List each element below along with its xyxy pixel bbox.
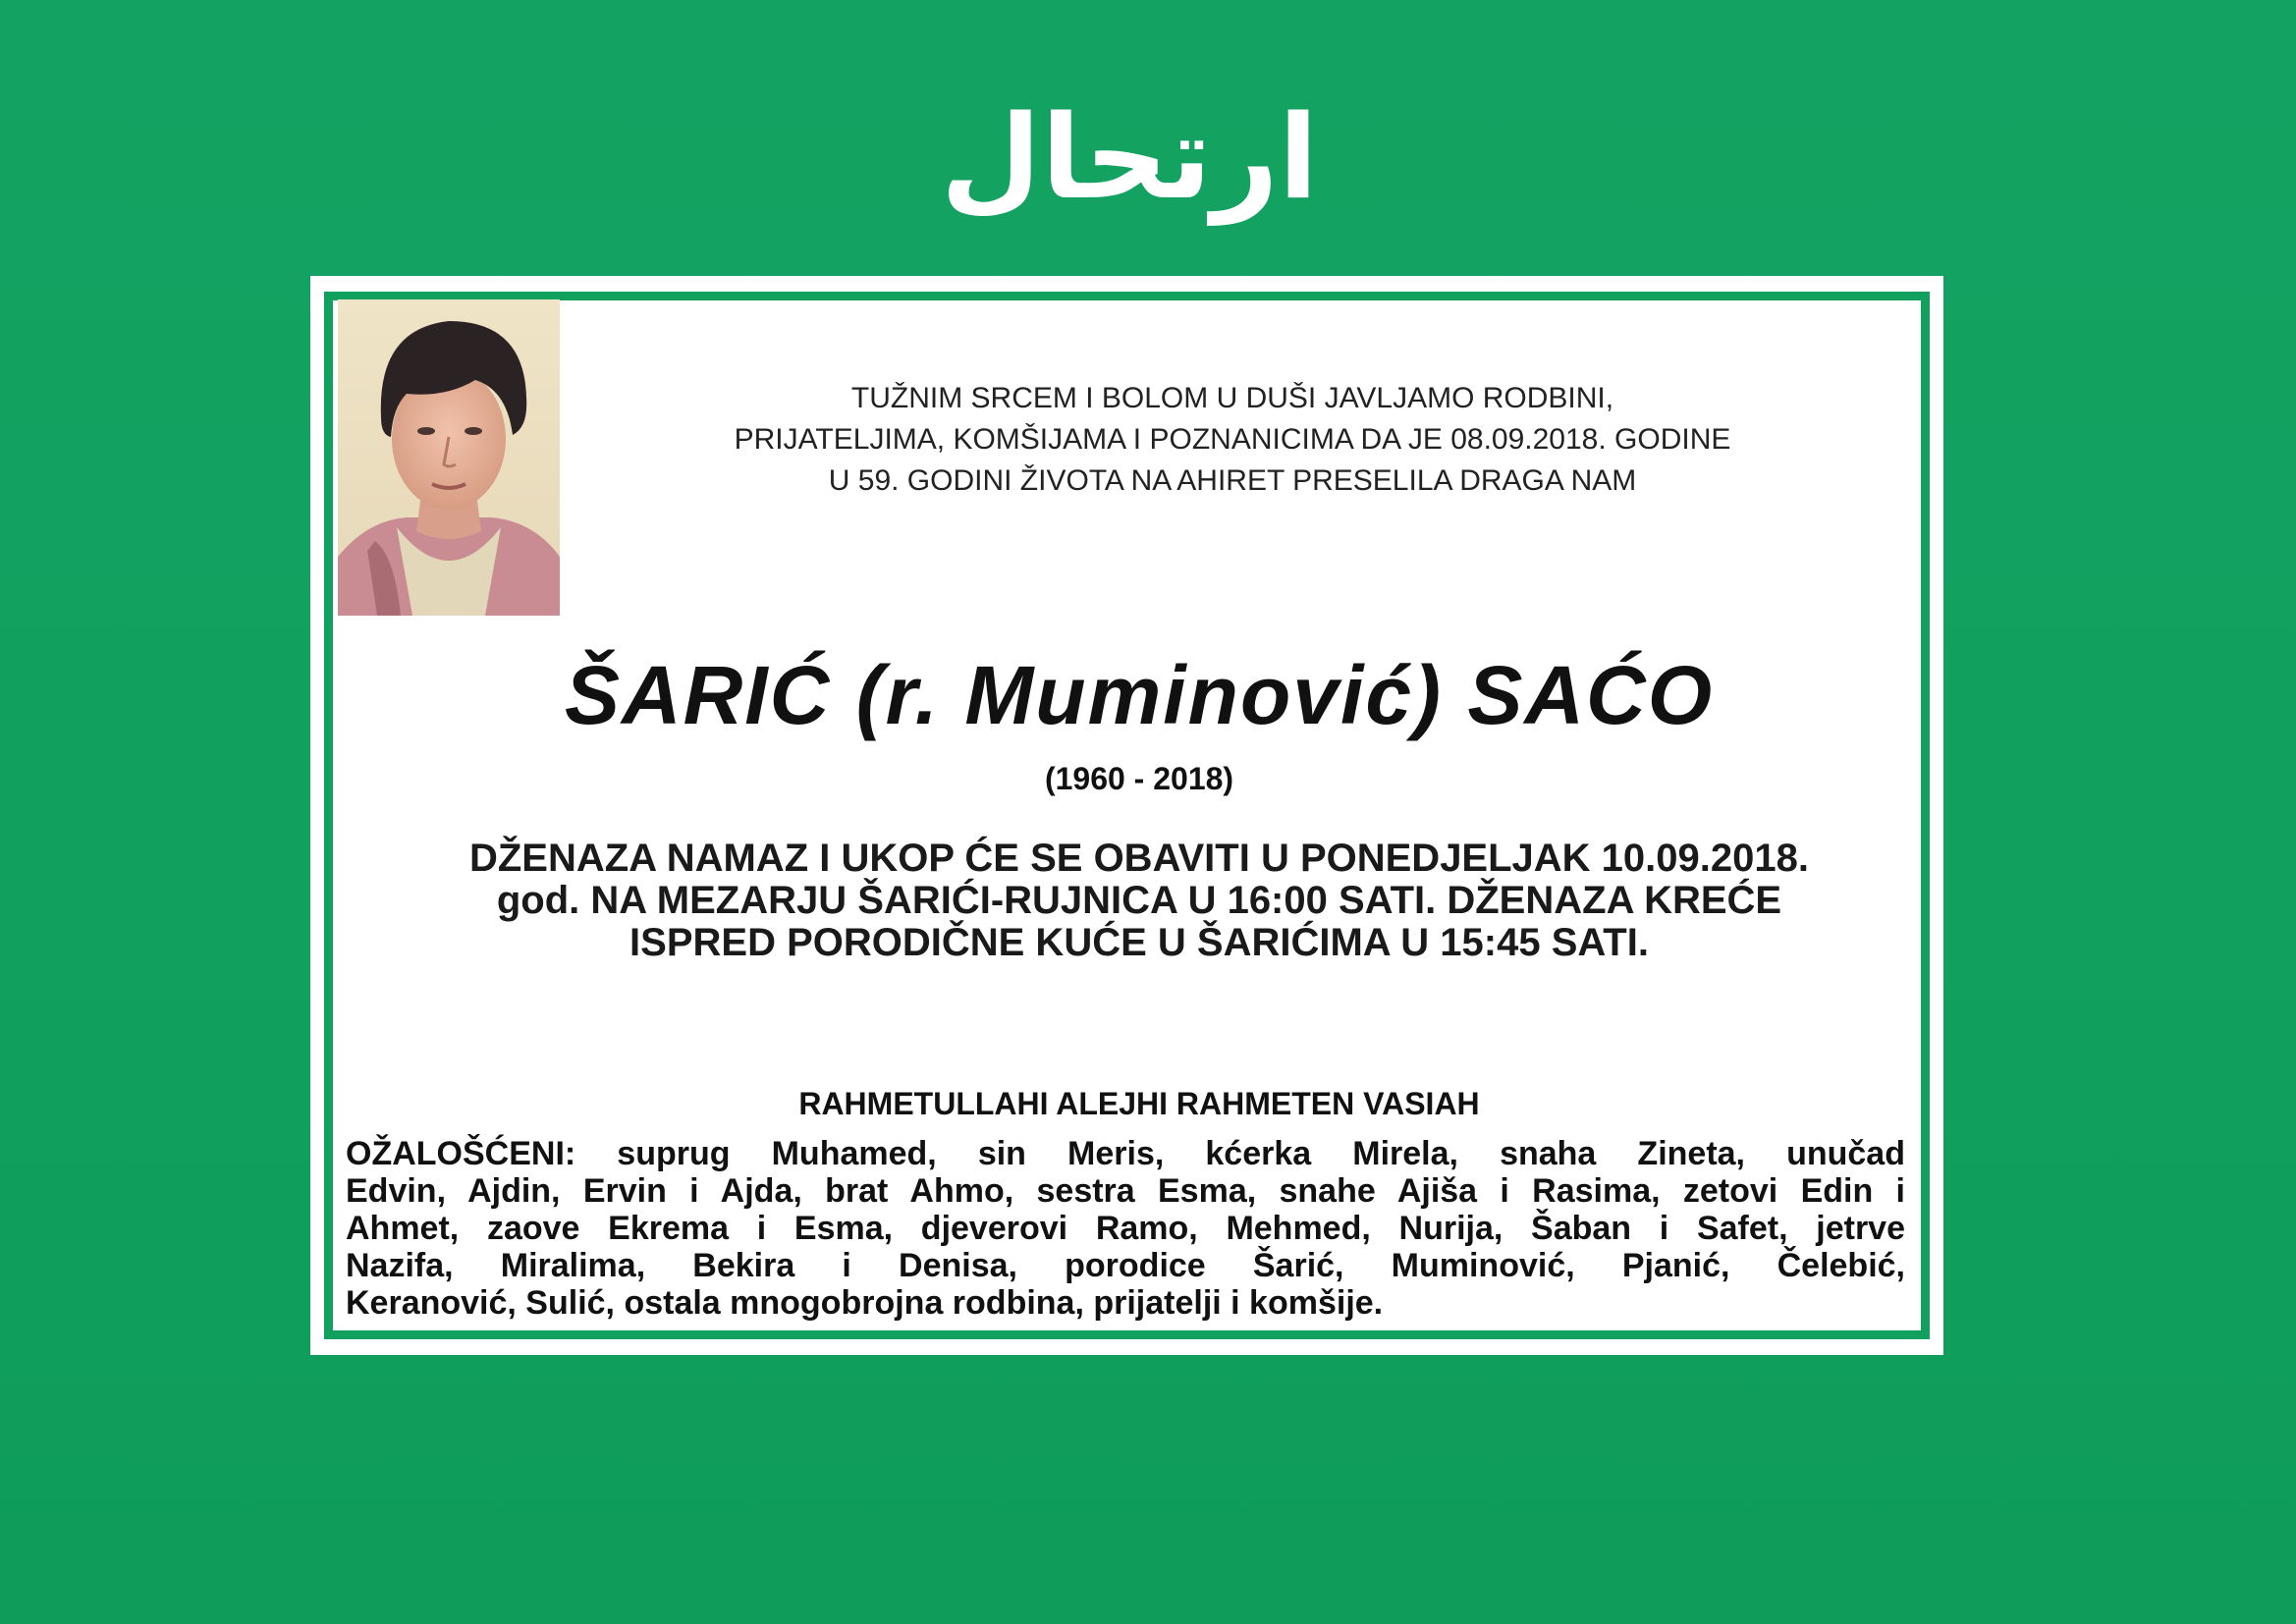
announcement-line: PRIJATELJIMA, KOMŠIJAMA I POZNANICIMA DA JE 08.09.2018. GODINE	[734, 423, 1731, 456]
funeral-details	[363, 838, 1915, 964]
mourners-line: Ahmet, zaove Ekrema i Esma, djeverovi Ramo, Mehmed, Nurija, Šaban i Safet, jetrve	[346, 1210, 1905, 1247]
mourners-line: Nazifa, Miralima, Bekira i Denisa, porodice Šarić, Muminović, Pjanić, Čelebić,	[346, 1247, 1905, 1284]
mourners-list	[346, 1135, 1905, 1322]
funeral-line: god. NA MEZARJU ŠARIĆI-RUJNICA U 16:00 SATI. DŽENAZA KREĆE	[496, 879, 1782, 922]
deceased-name: ŠARIĆ (r. Muminović) SAĆO	[564, 649, 1715, 741]
mourners-line: OŽALOŠĆENI: suprug Muhamed, sin Meris, kćerka Mirela, snaha Zineta, unučad	[346, 1135, 1905, 1172]
prayer-line: RAHMETULLAHI ALEJHI RAHMETEN VASIAH	[798, 1086, 1480, 1121]
life-years: (1960 - 2018)	[1044, 761, 1234, 796]
funeral-line: DŽENAZA NAMAZ I UKOP ĆE SE OBAVITI U PONEDJELJAK 10.09.2018.	[468, 837, 1809, 880]
mourners-line: Edvin, Ajdin, Ervin i Ajda, brat Ahmo, sestra Esma, snahe Ajiša i Rasima, zetovi Edin i	[346, 1172, 1905, 1210]
announcement-line: U 59. GODINI ŽIVOTA NA AHIRET PRESELILA DRAGA NAM	[828, 464, 1637, 497]
portrait-photo	[338, 299, 560, 616]
announcement-line: TUŽNIM SRCEM I BOLOM U DUŠI JAVLJAMO RODBINI,	[850, 382, 1614, 414]
mourners-line: Keranović, Sulić, ostala mnogobrojna rodbina, prijatelji i komšije.	[346, 1284, 1384, 1322]
funeral-line: ISPRED PORODIČNE KUĆE U ŠARIĆIMA U 15:45 SATI.	[629, 921, 1649, 964]
calligraphy-text: ارتحال	[940, 89, 1319, 225]
portrait-icon	[338, 299, 560, 616]
arabic-calligraphy-header	[889, 59, 1370, 270]
announcement-text	[570, 378, 1895, 502]
